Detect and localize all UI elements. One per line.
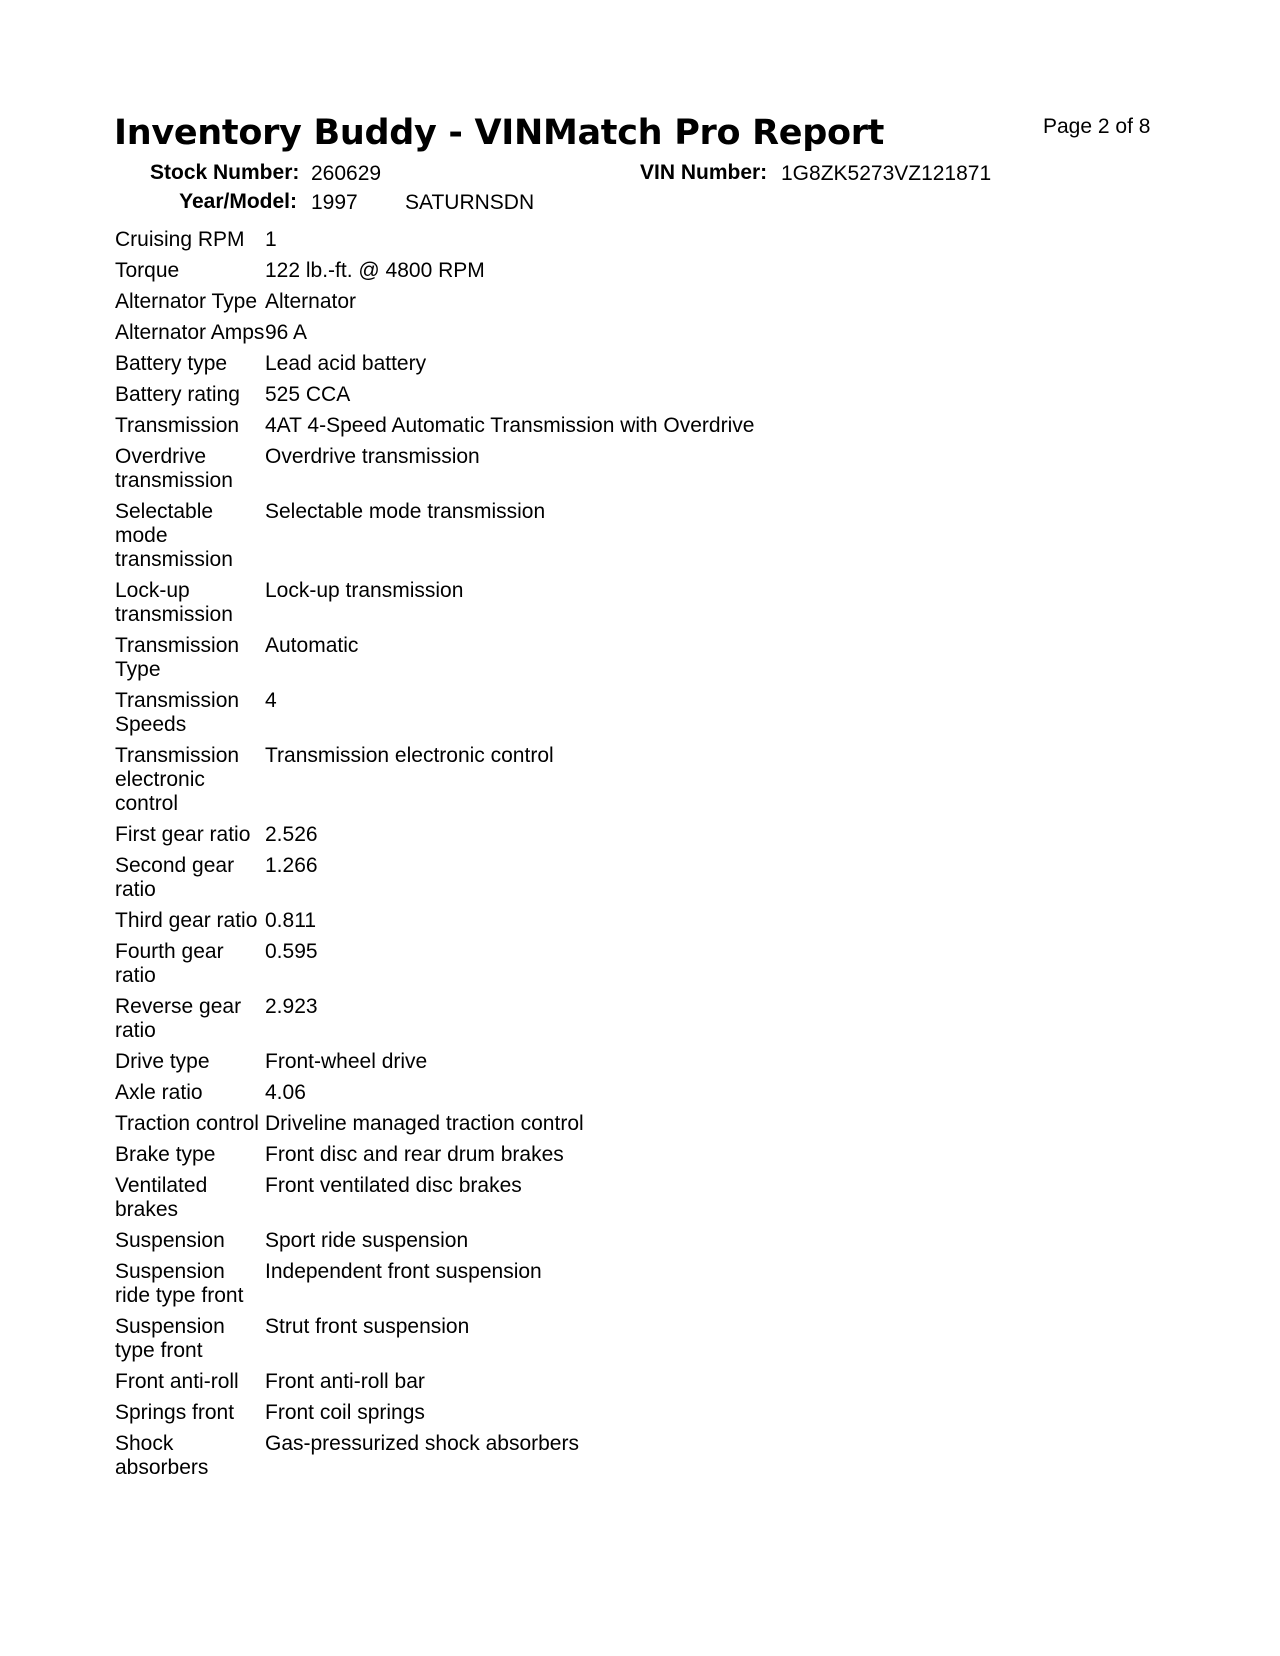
spec-row bbox=[115, 500, 754, 579]
spec-value: 1 bbox=[265, 228, 277, 251]
spec-label: Torque bbox=[115, 259, 180, 282]
spec-row bbox=[115, 1050, 754, 1081]
spec-value: Sport ride suspension bbox=[265, 1229, 469, 1252]
spec-label: Alternator Type bbox=[115, 290, 258, 313]
page-number: Page 2 of 8 bbox=[1043, 115, 1151, 138]
spec-value: Alternator bbox=[265, 290, 357, 313]
spec-label: Transmission Speeds bbox=[115, 689, 240, 736]
spec-value: Driveline managed traction control bbox=[265, 1112, 584, 1135]
spec-value: 0.811 bbox=[265, 909, 316, 932]
spec-value: 525 CCA bbox=[265, 383, 351, 406]
spec-row bbox=[115, 1401, 754, 1432]
spec-row bbox=[115, 909, 754, 940]
spec-value: Front disc and rear drum brakes bbox=[265, 1143, 564, 1166]
spec-value: Automatic bbox=[265, 634, 359, 657]
spec-value: 122 lb.-ft. @ 4800 RPM bbox=[265, 259, 485, 282]
spec-table bbox=[115, 228, 754, 1487]
spec-row bbox=[115, 1174, 754, 1229]
spec-row bbox=[115, 259, 754, 290]
spec-label: Ventilated brakes bbox=[115, 1174, 208, 1221]
spec-value: 1.266 bbox=[265, 854, 318, 877]
spec-label: Suspension bbox=[115, 1229, 225, 1252]
spec-value: Transmission electronic control bbox=[265, 744, 554, 767]
spec-row bbox=[115, 228, 754, 259]
spec-label: Transmission bbox=[115, 414, 240, 437]
spec-row bbox=[115, 1112, 754, 1143]
spec-label: Overdrive transmission bbox=[115, 445, 233, 492]
stock-number-value: 260629 bbox=[311, 162, 382, 185]
spec-label: Second gear ratio bbox=[115, 854, 235, 901]
spec-label: Reverse gear ratio bbox=[115, 995, 242, 1042]
spec-label: Battery rating bbox=[115, 383, 240, 406]
spec-label: First gear ratio bbox=[115, 823, 251, 846]
report-title: Inventory Buddy - VINMatch Pro Report bbox=[114, 113, 885, 153]
spec-row bbox=[115, 854, 754, 909]
spec-row bbox=[115, 1081, 754, 1112]
spec-label: Alternator Amps bbox=[115, 321, 265, 344]
spec-label: Cruising RPM bbox=[115, 228, 245, 251]
spec-row bbox=[115, 1315, 754, 1370]
spec-value: Strut front suspension bbox=[265, 1315, 470, 1338]
spec-value: 2.923 bbox=[265, 995, 318, 1018]
spec-value: Front ventilated disc brakes bbox=[265, 1174, 522, 1197]
spec-label: Transmission Type bbox=[115, 634, 240, 681]
spec-value: Overdrive transmission bbox=[265, 445, 480, 468]
spec-row bbox=[115, 579, 754, 634]
spec-value: 96 A bbox=[265, 321, 308, 344]
spec-label: Traction control bbox=[115, 1112, 259, 1135]
spec-row bbox=[115, 995, 754, 1050]
spec-value: Lead acid battery bbox=[265, 352, 427, 375]
spec-row bbox=[115, 1143, 754, 1174]
vin-number-label: VIN Number: bbox=[640, 161, 768, 184]
spec-row bbox=[115, 1370, 754, 1401]
spec-row bbox=[115, 383, 754, 414]
spec-value: 4AT 4-Speed Automatic Transmission with Overdrive bbox=[265, 414, 755, 437]
vin-number-value: 1G8ZK5273VZ121871 bbox=[781, 162, 992, 185]
spec-label: Front anti-roll bbox=[115, 1370, 239, 1393]
spec-value: 4.06 bbox=[265, 1081, 306, 1104]
spec-row bbox=[115, 940, 754, 995]
spec-row bbox=[115, 1229, 754, 1260]
spec-row bbox=[115, 445, 754, 500]
spec-row bbox=[115, 352, 754, 383]
spec-row bbox=[115, 1260, 754, 1315]
spec-label: Brake type bbox=[115, 1143, 216, 1166]
spec-label: Shock absorbers bbox=[115, 1432, 209, 1479]
spec-label: Fourth gear ratio bbox=[115, 940, 224, 987]
spec-row bbox=[115, 634, 754, 689]
spec-label: Suspension ride type front bbox=[115, 1260, 244, 1307]
spec-value: Front-wheel drive bbox=[265, 1050, 428, 1073]
spec-label: Springs front bbox=[115, 1401, 235, 1424]
spec-row bbox=[115, 321, 754, 352]
spec-label: Drive type bbox=[115, 1050, 210, 1073]
model-value: SATURNSDN bbox=[405, 191, 535, 214]
spec-label: Transmission electronic control bbox=[115, 744, 240, 815]
spec-value: Front anti-roll bar bbox=[265, 1370, 425, 1393]
spec-row bbox=[115, 744, 754, 823]
stock-number-label: Stock Number: bbox=[150, 161, 300, 184]
spec-label: Selectable mode transmission bbox=[115, 500, 233, 571]
spec-row bbox=[115, 823, 754, 854]
spec-value: 0.595 bbox=[265, 940, 318, 963]
year-model-label: Year/Model: bbox=[179, 190, 297, 213]
spec-row bbox=[115, 290, 754, 321]
spec-value: Independent front suspension bbox=[265, 1260, 542, 1283]
spec-value: 4 bbox=[265, 689, 277, 712]
spec-row bbox=[115, 689, 754, 744]
spec-label: Lock-up transmission bbox=[115, 579, 233, 626]
spec-value: Selectable mode transmission bbox=[265, 500, 546, 523]
spec-label: Suspension type front bbox=[115, 1315, 225, 1362]
spec-label: Battery type bbox=[115, 352, 228, 375]
spec-row bbox=[115, 1432, 754, 1487]
spec-label: Third gear ratio bbox=[115, 909, 258, 932]
spec-label: Axle ratio bbox=[115, 1081, 203, 1104]
spec-value: 2.526 bbox=[265, 823, 318, 846]
year-value: 1997 bbox=[311, 191, 358, 214]
spec-value: Gas-pressurized shock absorbers bbox=[265, 1432, 579, 1455]
spec-value: Lock-up transmission bbox=[265, 579, 464, 602]
spec-row bbox=[115, 414, 754, 445]
spec-value: Front coil springs bbox=[265, 1401, 425, 1424]
